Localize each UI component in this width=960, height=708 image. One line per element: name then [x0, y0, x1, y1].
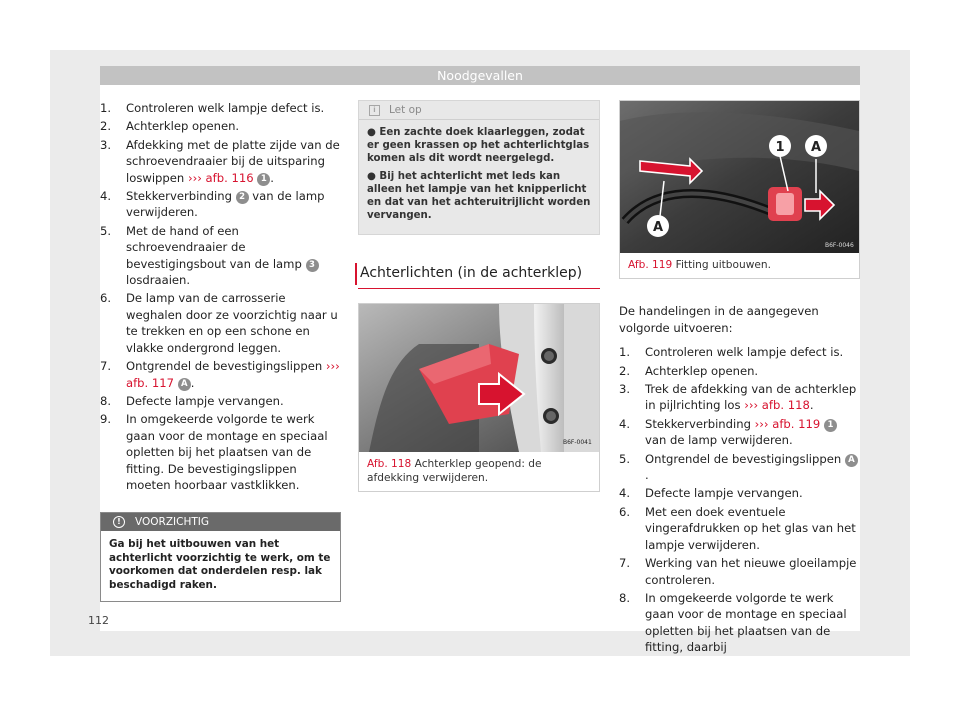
callout-a-bottom: A	[652, 220, 664, 235]
step-item	[100, 358, 341, 391]
step-text: Defecte lampje vervangen.	[126, 393, 284, 408]
callout-marker: A	[845, 454, 858, 467]
caution-text: Ga bij het uitbouwen van het achterlicht voorzichtig te werk, om te voorkomen dat onderdelen resp. lak beschadigd raken.	[109, 538, 331, 591]
step-text: Ontgrendel de bevestigingslippen	[126, 359, 326, 374]
step-text: Achterklep openen.	[645, 363, 759, 378]
step-text: Stekkerverbinding	[126, 189, 236, 204]
callout-marker: A	[178, 378, 191, 391]
step-text: Met de hand of een schroevendraaier de bevestigingsbout van de lamp	[126, 223, 306, 271]
step-number: 1.	[619, 345, 631, 360]
figure-caption-text: Achterklep geopend: de afdekking verwijderen.	[367, 458, 542, 484]
step-text: van de lamp verwijderen.	[645, 433, 793, 448]
step-text: .	[809, 398, 814, 413]
bulb-holder-illustration	[620, 101, 859, 253]
step-number: 8.	[619, 590, 631, 605]
step-number: 3.	[619, 382, 631, 397]
step-item	[100, 393, 341, 409]
step-text: Controleren welk lampje defect is.	[126, 101, 325, 115]
step-number: 7.	[100, 359, 112, 374]
step-item	[100, 188, 341, 221]
step-item	[619, 555, 860, 588]
figure-caption-text: Fitting uitbouwen.	[675, 259, 771, 271]
step-text: Ontgrendel de bevestigingslippen	[645, 451, 845, 466]
step-item	[619, 451, 860, 484]
figure-caption	[359, 452, 599, 491]
figure-119	[619, 100, 860, 279]
step-number: 6.	[100, 291, 112, 306]
step-item	[100, 411, 341, 493]
callout-1: 1	[775, 140, 785, 155]
step-number: 5.	[100, 223, 112, 238]
middle-column	[358, 100, 600, 492]
step-number: 4.	[100, 189, 112, 204]
note-title: Let op	[389, 104, 422, 116]
section-title: Achterlichten (in de achterklep)	[358, 265, 600, 289]
step-text: losdraaien.	[126, 273, 191, 288]
step-text: Defecte lampje vervangen.	[645, 486, 803, 501]
callout-marker: 1	[257, 173, 270, 186]
step-text: .	[270, 170, 274, 185]
step-text: Afdekking met de platte zijde van de schroevendraaier bij de uitsparing loswippen	[126, 137, 340, 185]
step-number: 3.	[100, 137, 112, 152]
step-item	[619, 590, 860, 656]
caution-title: VOORZICHTIG	[135, 516, 209, 529]
step-item	[619, 344, 860, 360]
step-number: 6.	[619, 504, 631, 519]
step-number: 9.	[100, 412, 112, 427]
note-box	[358, 100, 600, 235]
figure-reference-link[interactable]: ››› afb. 119	[754, 416, 821, 431]
step-number: 8.	[100, 393, 112, 408]
step-number: 2.	[100, 119, 112, 134]
caution-icon: !	[113, 516, 125, 528]
note-header	[359, 101, 599, 120]
step-number: 4.	[619, 486, 631, 501]
caution-header	[101, 513, 340, 531]
step-text: .	[645, 468, 649, 483]
step-text: In omgekeerde volgorde te werk gaan voor de montage en speciaal opletten bij het plaatsen van de fitting, daarbij	[645, 590, 847, 655]
callout-marker: 3	[306, 259, 319, 272]
figure-code: B6F-0046	[825, 242, 854, 249]
step-text: .	[190, 375, 195, 390]
right-step-list	[619, 344, 860, 655]
step-number: 7.	[619, 556, 631, 571]
step-number: 2.	[619, 363, 631, 378]
figure-caption	[620, 253, 859, 278]
step-text: In omgekeerde volgorde te werk gaan voor de montage en speciaal opletten bij het plaatsen van de fitting. De bevestigingslippen moeten hoorbaar vastklikken.	[126, 412, 328, 492]
caution-box	[100, 512, 341, 602]
page-number: 112	[88, 614, 109, 627]
figure-label: Afb. 118	[367, 458, 412, 471]
step-item	[619, 416, 860, 449]
step-item	[100, 223, 341, 289]
figure-reference-link[interactable]: ››› afb. 116	[187, 170, 254, 185]
step-item	[100, 290, 341, 356]
procedure-intro: De handelingen in de aangegeven volgorde uitvoeren:	[619, 304, 819, 335]
figure-label: Afb. 119	[628, 259, 673, 271]
step-text: Met een doek eventuele vingerafdrukken op het glas van het lampje verwijderen.	[645, 504, 856, 552]
callout-a-top: A	[810, 140, 822, 155]
step-item	[619, 381, 860, 414]
right-column	[619, 100, 860, 658]
step-item	[619, 504, 860, 553]
step-text: Werking van het nieuwe gloeilampje controleren.	[645, 556, 857, 587]
info-icon: i	[369, 105, 380, 116]
note-body	[359, 120, 599, 234]
callout-marker: 1	[824, 419, 837, 432]
step-text: van de lamp verwijderen.	[126, 189, 325, 220]
step-text: Achterklep openen.	[126, 119, 240, 134]
page-header: Noodgevallen	[100, 66, 860, 85]
step-item	[619, 485, 860, 501]
step-item	[100, 100, 341, 116]
step-text: De lamp van de carrosserie weghalen door ze voorzichtig naar u te trekken en op een schone en vlakke ondergrond leggen.	[126, 291, 338, 355]
step-number: 5.	[619, 451, 631, 466]
note-item: ● Een zachte doek klaarleggen, zodat er geen krassen op het achterlichtglas komen als dit wordt neergelegd.	[367, 127, 590, 165]
figure-reference-link[interactable]: ››› afb. 118	[744, 398, 810, 413]
left-column	[100, 100, 341, 602]
note-item: ● Bij het achterlicht met leds kan alleen het lampje van het knipperlicht en dat van het achteruitrijlicht worden vervangen.	[367, 170, 591, 222]
manual-page	[100, 85, 860, 655]
figure-reference-link[interactable]: ››› afb. 117	[126, 359, 340, 390]
step-number: 1.	[100, 101, 112, 115]
step-text: Controleren welk lampje defect is.	[645, 345, 844, 360]
tailgate-cover-illustration	[359, 304, 599, 452]
callout-marker: 2	[236, 191, 249, 204]
step-item	[100, 137, 341, 186]
figure-118	[358, 303, 600, 492]
step-text: Trek de afdekking van de achterklep in pijlrichting los	[645, 382, 857, 413]
step-item	[100, 118, 341, 134]
step-number: 4.	[619, 416, 631, 431]
step-item	[619, 363, 860, 379]
figure-code: B6F-0041	[563, 439, 592, 447]
step-text: Stekkerverbinding	[645, 416, 755, 431]
left-step-list	[100, 100, 341, 493]
